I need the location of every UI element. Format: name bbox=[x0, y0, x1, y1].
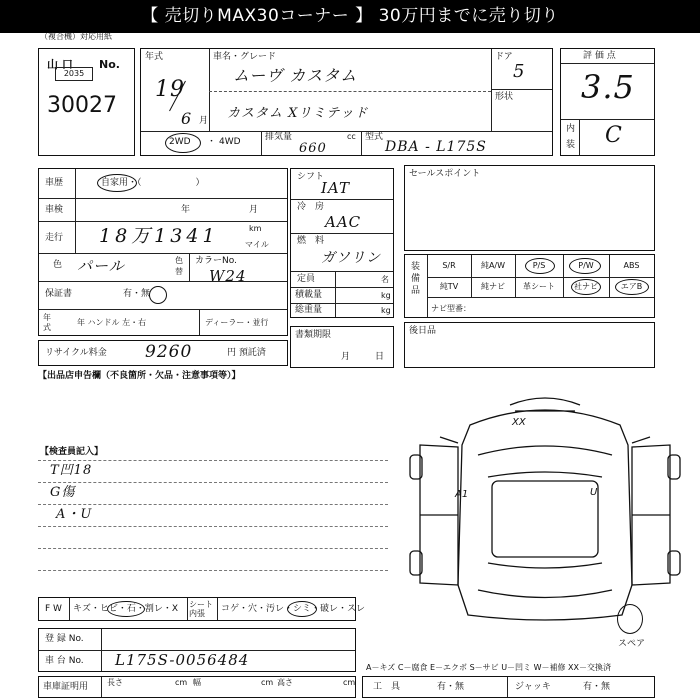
diagram-mark-a1: A1 bbox=[455, 489, 469, 500]
cert-height: 高さ bbox=[277, 678, 293, 687]
interior-label-2: 装 bbox=[566, 140, 576, 150]
mileage-mile: マイル bbox=[245, 240, 269, 249]
seat-damage: コゲ・穴・汚レ・シミ・破レ・スレ bbox=[221, 604, 366, 614]
recycle-box bbox=[38, 340, 288, 366]
name-label: 車名・グレード bbox=[213, 52, 277, 62]
weight-unit: kg bbox=[381, 306, 391, 315]
recycle-label: リサイクル料金 bbox=[45, 348, 107, 358]
equip-aw: 純A/W bbox=[480, 261, 506, 270]
sales-point-box bbox=[404, 165, 655, 251]
lot-number: 30027 bbox=[47, 93, 117, 118]
load-label: 積載量 bbox=[295, 290, 323, 300]
expiry-unit: 月 bbox=[341, 352, 351, 362]
interior-label-1: 内 bbox=[566, 124, 576, 134]
inspection-month: 月 bbox=[249, 205, 259, 215]
history-options: 自家用・（ ） bbox=[101, 178, 205, 188]
cert-label: 車庫証明用 bbox=[43, 682, 89, 692]
lot-stamp: 2035 bbox=[55, 67, 93, 81]
handle-label: 年 ハンドル 左・右 bbox=[77, 318, 147, 327]
equip-pw: P/W bbox=[578, 261, 594, 270]
year-value: 19 bbox=[155, 77, 185, 102]
mileage-value: 18万1341 bbox=[99, 225, 219, 247]
cert-length-unit: cm bbox=[175, 678, 188, 687]
color-label: 色 bbox=[53, 260, 63, 270]
score-value: 3.5 bbox=[581, 68, 635, 106]
header-note: （複合機）対応用紙 bbox=[40, 32, 112, 41]
inspector-line-2: G傷 bbox=[50, 485, 76, 500]
inspection-year: 年 bbox=[181, 205, 191, 215]
cert-width: 幅 bbox=[193, 678, 201, 687]
shift-label: シフト bbox=[297, 172, 325, 182]
notes-header: 【出品店申告欄（不良箇所・欠品・注意事項等）】 bbox=[38, 371, 241, 381]
door-label: ドア bbox=[495, 52, 513, 62]
cert-width-unit: cm bbox=[261, 678, 274, 687]
diagram-mark-u: U bbox=[590, 487, 598, 498]
warranty-options: 有・無 bbox=[123, 289, 151, 299]
color-change-2: 替 bbox=[175, 267, 183, 276]
damage-legend: A－キズ C－腐食 E－エクボ S－サビ U－凹ミ W－補修 XX－交換済 bbox=[366, 663, 612, 672]
tools-label: 工 具 bbox=[373, 682, 401, 692]
expiry-label: 書類期限 bbox=[295, 330, 332, 340]
later-date-box bbox=[404, 322, 655, 368]
venue-label: 山 口 bbox=[47, 58, 73, 71]
inspector-box bbox=[38, 446, 388, 594]
first-reg-label-2: 式 bbox=[43, 323, 51, 332]
fw-damage: キズ・ヒビ・石・割レ・X bbox=[73, 604, 178, 614]
spare-tire-icon bbox=[617, 604, 643, 634]
recycle-unit: 円 預託済 bbox=[227, 348, 266, 358]
chassis-value: L175S-0056484 bbox=[115, 651, 250, 669]
year-label: 年式 bbox=[145, 52, 164, 62]
cert-length: 長さ bbox=[107, 678, 123, 687]
cert-height-unit: cm bbox=[343, 678, 356, 687]
equip-abs: ABS bbox=[623, 261, 640, 270]
month-unit: 月 bbox=[199, 116, 209, 126]
fuel-label: 燃 料 bbox=[297, 236, 325, 246]
history-label: 車歴 bbox=[45, 178, 64, 188]
equip-airbag: エアB bbox=[620, 282, 643, 291]
inspection-label: 車検 bbox=[45, 205, 64, 215]
lot-box bbox=[38, 48, 135, 156]
score-box bbox=[560, 48, 655, 156]
equip-tv: 純TV bbox=[439, 282, 459, 291]
model-value: DBA - L175S bbox=[385, 139, 487, 155]
car-diagram bbox=[400, 385, 690, 625]
fuel-value: ガソリン bbox=[321, 250, 381, 266]
spare-label: スペア bbox=[618, 639, 646, 649]
displacement-label: 排気量 bbox=[265, 132, 293, 142]
ac-value: AAC bbox=[325, 213, 362, 231]
first-reg-label-1: 年 bbox=[43, 313, 51, 322]
shift-value: IAT bbox=[321, 179, 350, 197]
shape-label: 形状 bbox=[495, 92, 514, 102]
mileage-label: 走行 bbox=[45, 233, 64, 243]
color-value: パール bbox=[77, 257, 125, 275]
vehicle-box bbox=[140, 48, 553, 156]
model-label: 型式 bbox=[365, 132, 384, 142]
registration-box bbox=[38, 628, 356, 672]
dealer-label: ディーラー・並行 bbox=[205, 318, 269, 327]
later-date-label: 後日品 bbox=[409, 326, 437, 336]
door-value: 5 bbox=[513, 61, 526, 82]
shift-box bbox=[290, 168, 394, 318]
tools-options: 有・無 bbox=[437, 682, 465, 692]
equip-leather: 革シート bbox=[523, 282, 555, 291]
score-label: 評 価 点 bbox=[583, 51, 616, 61]
warranty-label: 保証書 bbox=[45, 289, 73, 299]
equipment-box bbox=[404, 254, 655, 318]
tools-box bbox=[362, 676, 655, 698]
color-code-label: カラーNo. bbox=[195, 256, 237, 266]
sales-point-label: セールスポイント bbox=[409, 169, 481, 179]
color-change-1: 色 bbox=[175, 256, 183, 265]
cert-box bbox=[38, 676, 356, 698]
inspector-line-3: A・U bbox=[56, 507, 93, 522]
diagram-mark-xx: XX bbox=[512, 417, 526, 428]
grade-value: カスタム Xリミテッド bbox=[227, 106, 369, 121]
capacity-unit: 名 bbox=[381, 275, 389, 284]
equipment-label: 装 備 品 bbox=[411, 262, 421, 297]
color-code-value: W24 bbox=[209, 267, 247, 285]
banner: 【 売切りMAX30コーナー 】 30万円までに売り切り bbox=[0, 0, 700, 33]
history-box bbox=[38, 168, 288, 336]
displacement-unit: cc bbox=[347, 132, 356, 141]
expiry-box bbox=[290, 326, 394, 368]
equip-sr: S/R bbox=[442, 261, 456, 270]
drive-4wd: 4WD bbox=[219, 137, 241, 147]
capacity-label: 定員 bbox=[297, 274, 316, 284]
seat-label: シート内張 bbox=[189, 600, 213, 618]
inspector-label: 【検査員記入】 bbox=[40, 447, 104, 457]
expiry-day: 日 bbox=[375, 352, 385, 362]
nav-model-label: ナビ型番： bbox=[431, 304, 471, 313]
drive-sep: ・ bbox=[207, 137, 217, 147]
name-value: ムーヴ カスタム bbox=[233, 66, 358, 85]
mileage-km: km bbox=[249, 224, 262, 233]
weight-label: 総重量 bbox=[295, 305, 323, 315]
inspector-line-1: T凹18 bbox=[50, 463, 93, 478]
fw-box bbox=[38, 597, 366, 621]
month-value: 6 bbox=[181, 109, 193, 128]
recycle-value: 9260 bbox=[145, 342, 193, 362]
lot-no-label: No. bbox=[99, 58, 120, 71]
displacement-value: 660 bbox=[299, 141, 327, 156]
jack-label: ジャッキ bbox=[515, 682, 551, 692]
equip-navi: 純ナビ bbox=[481, 282, 505, 291]
chassis-label: 車 台 No. bbox=[45, 656, 84, 666]
interior-value: C bbox=[605, 123, 623, 148]
reg-label: 登 録 No. bbox=[45, 634, 84, 644]
jack-options: 有・無 bbox=[583, 682, 611, 692]
equip-ps: P/S bbox=[532, 261, 546, 270]
fw-label: F W bbox=[45, 604, 62, 614]
ac-label: 冷 房 bbox=[297, 202, 325, 212]
equip-third-navi: 社ナビ bbox=[574, 282, 598, 291]
load-unit: kg bbox=[381, 291, 391, 300]
drive-2wd: 2WD bbox=[169, 137, 191, 147]
